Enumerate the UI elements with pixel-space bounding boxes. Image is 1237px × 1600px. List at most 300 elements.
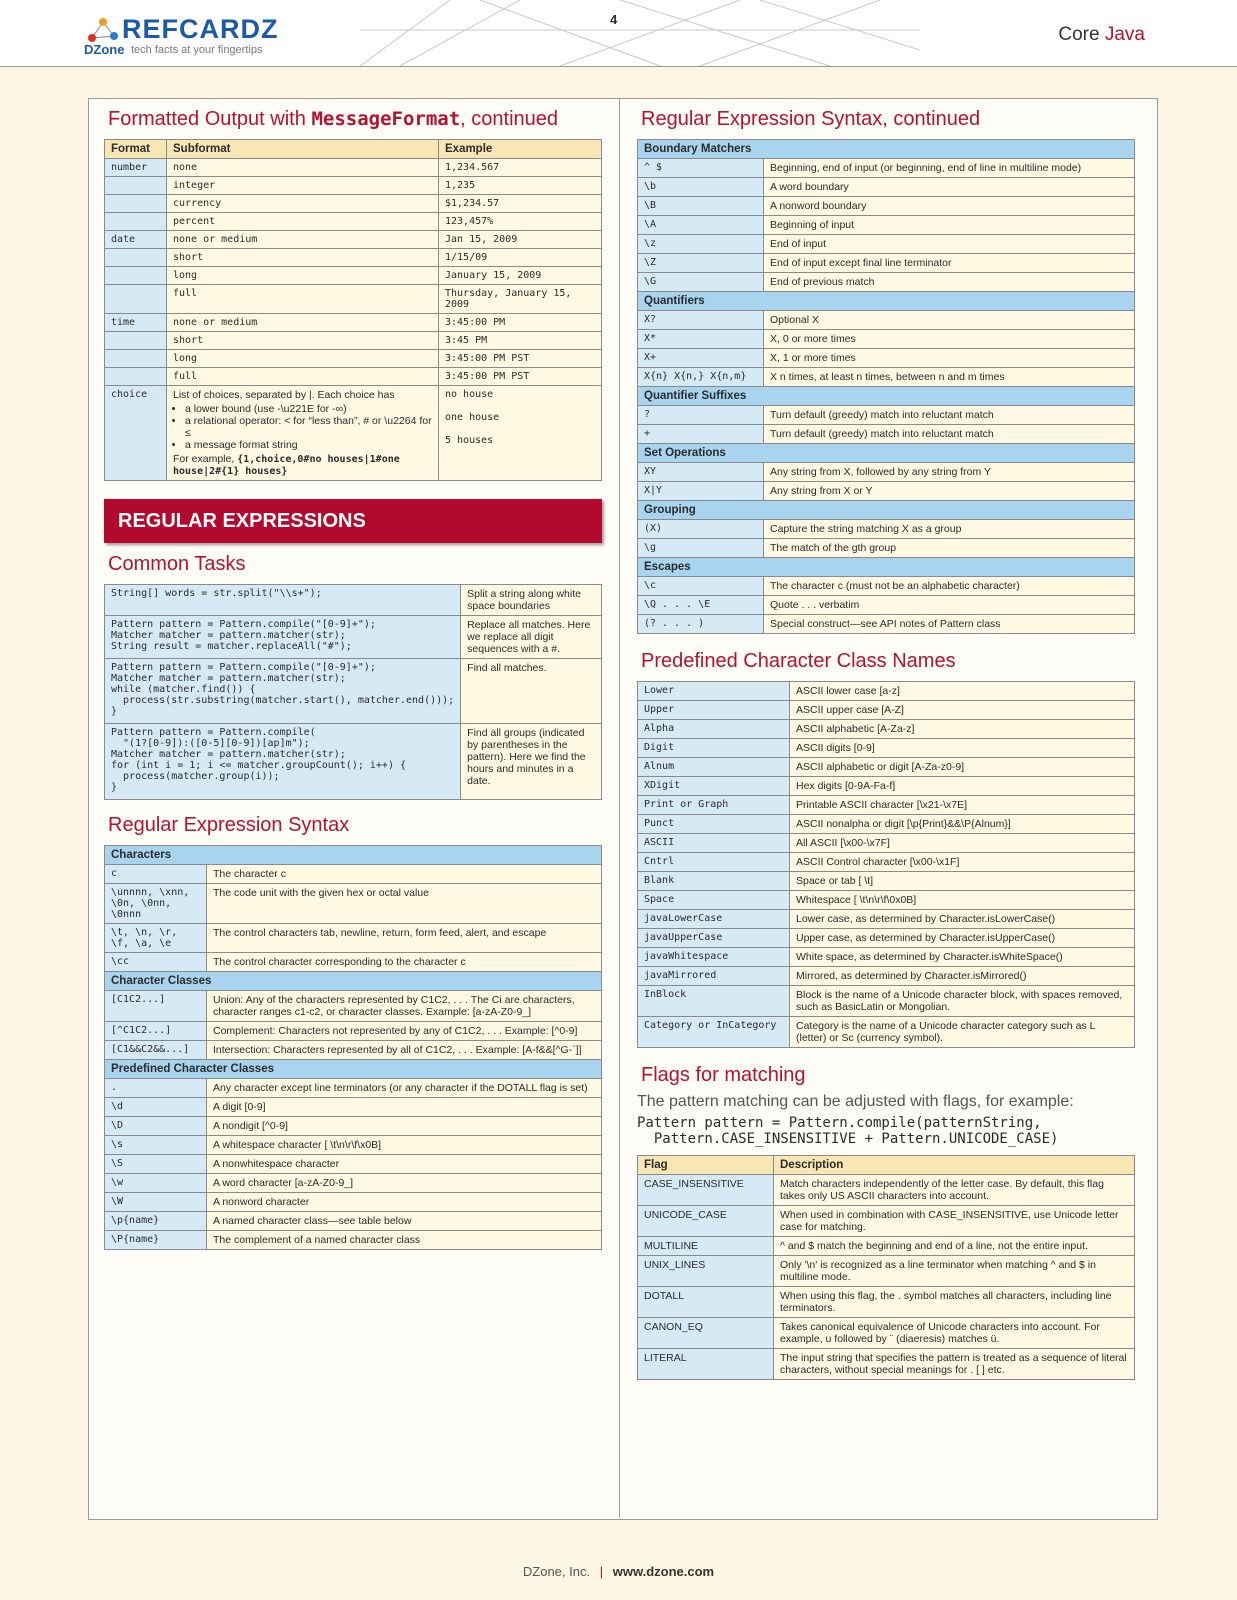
table-row [105,953,602,972]
syntax-cell: . [105,1079,207,1098]
table-row [638,739,1135,758]
choice-intro: List of choices, separated by |. Each choice has [173,389,395,401]
flags-intro: The pattern matching can be adjusted with flags, for example: [637,1093,1074,1110]
footer-company: DZone, Inc. [522,1564,591,1579]
table-row [105,1117,602,1136]
predef-heading: Predefined Character Class Names [641,650,956,672]
meaning-cell: Optional X [764,311,1135,330]
class-name-cell: Digit [638,739,790,758]
class-name-cell: Cntrl [638,853,790,872]
logo-tagline: tech facts at your fingertips [131,44,263,56]
table-row [105,1022,602,1041]
syntax-cell: c [105,865,207,884]
choice-example-code: {1,choice,0#no houses|1#one house|2#{1} houses} [173,454,400,477]
table-row [638,368,1135,387]
flag-name-cell: CASE_INSENSITIVE [638,1175,774,1206]
example-cell: 1,235 [439,177,602,195]
table-row [638,349,1135,368]
table-row [105,368,602,386]
subformat-cell: none or medium [167,314,439,332]
right-column [637,108,1135,1380]
class-name-cell: javaUpperCase [638,929,790,948]
column-header: Example [439,140,602,159]
format-cell: choice [105,386,167,481]
meaning-cell: The control characters tab, newline, return, form feed, alert, and escape [207,924,602,953]
syntax-cell: \z [638,235,764,254]
format-cell [105,249,167,267]
table-row [105,1193,602,1212]
meaning-cell: Intersection: Characters represented by all of C1C2, . . . Example: [A-f&&[^G-`]] [207,1041,602,1060]
group-header-row [105,846,602,865]
table-row [638,159,1135,178]
flags-heading: Flags for matching [641,1064,806,1086]
syntax-cell: XY [638,463,764,482]
regex-syntax-table [104,845,602,1250]
header-decoration [360,0,920,66]
meaning-cell: A nonwhitespace character [207,1155,602,1174]
table-row [638,197,1135,216]
meaning-cell: Complement: Characters not represented by any of C1C2, . . . Example: [^0-9] [207,1022,602,1041]
card-title-core: Core [1058,24,1100,45]
table-row [638,425,1135,444]
syntax-cell: (X) [638,520,764,539]
syntax-cell: \p{name} [105,1212,207,1231]
format-cell: number [105,159,167,177]
group-title: Quantifiers [638,292,1135,311]
syntax-cell: \t, \n, \r, \f, \a, \e [105,924,207,953]
choice-description [167,386,439,481]
group-title: Characters [105,846,602,865]
group-header-row [638,558,1135,577]
table-row [638,520,1135,539]
example-cell: 3:45:00 PM [439,314,602,332]
format-cell [105,332,167,350]
example-cell: 3:45:00 PM PST [439,350,602,368]
regex-cont-table [637,139,1135,634]
table-row [105,231,602,249]
class-desc-cell: Printable ASCII character [\x21-\x7E] [790,796,1135,815]
table-row [638,1017,1135,1048]
table-row [638,872,1135,891]
meaning-cell: Any string from X or Y [764,482,1135,501]
class-name-cell: javaLowerCase [638,910,790,929]
table-row [638,891,1135,910]
group-header-row [638,444,1135,463]
example-cell [439,386,602,481]
syntax-cell: \B [638,197,764,216]
table-row [638,216,1135,235]
flag-name-cell: DOTALL [638,1287,774,1318]
card-title [1058,24,1145,46]
table-row [638,273,1135,292]
logo-text: REFCARDZ [122,14,279,44]
group-title: Boundary Matchers [638,140,1135,159]
syntax-cell: \S [105,1155,207,1174]
table-row [105,332,602,350]
table-header-row [638,1156,1135,1175]
column-divider [619,98,620,1518]
example-cell: Thursday, January 15, 2009 [439,285,602,314]
table-row [638,463,1135,482]
syntax-cell: ^ $ [638,159,764,178]
choice-example-value: no house [445,389,494,400]
class-desc-cell: ASCII alphabetic [A-Za-z] [790,720,1135,739]
table-row [105,1041,602,1060]
meaning-cell: Special construct—see API notes of Pattern class [764,615,1135,634]
group-title: Set Operations [638,444,1135,463]
table-row [638,330,1135,349]
group-header-row [105,972,602,991]
meaning-cell: A nonword boundary [764,197,1135,216]
syntax-cell: \d [105,1098,207,1117]
subformat-cell: full [167,285,439,314]
syntax-cell: \A [638,216,764,235]
syntax-cell: X* [638,330,764,349]
logo-dzone: DZone [84,42,125,57]
table-row [105,1079,602,1098]
flag-desc-cell: When using this flag, the . symbol matches all characters, including line terminators. [774,1287,1135,1318]
meaning-cell: End of input except final line terminator [764,254,1135,273]
task-desc-cell: Find all matches. [461,659,602,724]
class-desc-cell: ASCII nonalpha or digit [\p{Print}&&\P{Alnum}] [790,815,1135,834]
table-row [105,314,602,332]
choice-example-value: 5 houses [445,435,494,446]
meaning-cell: A named character class—see table below [207,1212,602,1231]
syntax-cell: \P{name} [105,1231,207,1250]
task-code-cell [105,616,461,659]
regex-syntax-heading: Regular Expression Syntax [108,814,350,836]
table-row [105,865,602,884]
class-name-cell: InBlock [638,986,790,1017]
predef-table [637,681,1135,1048]
meaning-cell: Beginning of input [764,216,1135,235]
syntax-cell: \g [638,539,764,558]
class-name-cell: javaMirrored [638,967,790,986]
task-code-cell [105,724,461,800]
format-cell: date [105,231,167,249]
table-row [638,1318,1135,1349]
page-number: 4 [610,12,618,27]
class-name-cell: javaWhitespace [638,948,790,967]
syntax-cell: X? [638,311,764,330]
meaning-cell: X n times, at least n times, between n and m times [764,368,1135,387]
meaning-cell: Quote . . . verbatim [764,596,1135,615]
syntax-cell: \W [105,1193,207,1212]
task-code: String[] words = str.split("\\s+"); [111,588,322,599]
table-row [105,1174,602,1193]
table-row [105,585,602,616]
meaning-cell: Capture the string matching X as a group [764,520,1135,539]
meaning-cell: A word character [a-zA-Z0-9_] [207,1174,602,1193]
class-name-cell: Alpha [638,720,790,739]
class-name-cell: Blank [638,872,790,891]
flag-desc-cell: Only '\n' is recognized as a line terminator when matching ^ and $ in multiline mode. [774,1256,1135,1287]
syntax-cell: \unnnn, \xnn, \0n, \0nn, \0nnn [105,884,207,924]
class-desc-cell: ASCII upper case [A-Z] [790,701,1135,720]
syntax-cell: \Z [638,254,764,273]
syntax-cell: \s [105,1136,207,1155]
flag-desc-cell: When used in combination with CASE_INSENSITIVE, use Unicode letter case for matching. [774,1206,1135,1237]
flag-name-cell: CANON_EQ [638,1318,774,1349]
choice-example [173,453,432,477]
column-header: Subformat [167,140,439,159]
example-cell: 123,457% [439,213,602,231]
flag-name-cell: MULTILINE [638,1237,774,1256]
class-desc-cell: ASCII Control character [\x00-\x1F] [790,853,1135,872]
syntax-cell: \b [638,178,764,197]
meaning-cell: Turn default (greedy) match into reluctant match [764,425,1135,444]
table-row [638,1349,1135,1380]
syntax-cell: X|Y [638,482,764,501]
meaning-cell: A nondigit [^0-9] [207,1117,602,1136]
footer-url[interactable]: www.dzone.com [612,1564,715,1579]
page-footer [0,1564,1237,1579]
group-title: Grouping [638,501,1135,520]
flags-table [637,1155,1135,1380]
syntax-cell: \Q . . . \E [638,596,764,615]
table-row [105,267,602,285]
table-row [105,195,602,213]
meaning-cell: A digit [0-9] [207,1098,602,1117]
syntax-cell: ? [638,406,764,425]
table-row [105,991,602,1022]
table-row [105,1212,602,1231]
syntax-cell: \cc [105,953,207,972]
class-name-cell: Print or Graph [638,796,790,815]
class-desc-cell: White space, as determined by Character.isWhiteSpace() [790,948,1135,967]
example-cell: 1,234.567 [439,159,602,177]
table-row [638,406,1135,425]
meaning-cell: Turn default (greedy) match into reluctant match [764,406,1135,425]
syntax-cell: [C1&&C2&&...] [105,1041,207,1060]
left-column [104,108,602,1250]
msgformat-heading-code: MessageFormat [311,108,461,130]
format-cell [105,195,167,213]
list-item: • a message format string [185,439,432,451]
format-cell [105,267,167,285]
example-cell: 3:45 PM [439,332,602,350]
regex-cont-heading: Regular Expression Syntax, continued [641,108,981,130]
meaning-cell: Any string from X, followed by any string from Y [764,463,1135,482]
flag-name-cell: UNICODE_CASE [638,1206,774,1237]
class-desc-cell: Upper case, as determined by Character.isUpperCase() [790,929,1135,948]
flag-desc-cell: Takes canonical equivalence of Unicode characters into account. For example, u followed by ¨ (diaeresis) matches ü. [774,1318,1135,1349]
table-row [638,701,1135,720]
table-row [638,1175,1135,1206]
syntax-cell: \c [638,577,764,596]
format-cell: time [105,314,167,332]
group-header-row [638,501,1135,520]
syntax-cell: (? . . . ) [638,615,764,634]
meaning-cell: Union: Any of the characters represented by C1C2, . . . The Ci are characters, character ranges c1-c2, or character classes. Example: [a-zA-Z0-9_] [207,991,602,1022]
list-item: • a lower bound (use -\u221E for -∞) [185,403,432,415]
meaning-cell: The complement of a named character class [207,1231,602,1250]
table-row [638,1287,1135,1318]
table-row [638,910,1135,929]
table-row [638,986,1135,1017]
table-row [638,539,1135,558]
class-desc-cell: Block is the name of a Unicode character block, with spaces removed, such as BasicLatin or Mongolian. [790,986,1135,1017]
example-cell: 3:45:00 PM PST [439,368,602,386]
choice-example-value: one house [445,412,500,423]
msgformat-table [104,139,602,481]
page-header [0,0,1237,67]
group-header-row [638,387,1135,406]
class-desc-cell: Hex digits [0-9A-Fa-f] [790,777,1135,796]
table-header-row [105,140,602,159]
table-row [638,758,1135,777]
table-row [638,178,1135,197]
flag-desc-cell: Match characters independently of the letter case. By default, this flag takes only US ASCII characters into account. [774,1175,1135,1206]
group-header-row [105,1060,602,1079]
table-row [638,254,1135,273]
table-row [638,967,1135,986]
table-row [105,213,602,231]
subformat-cell: integer [167,177,439,195]
class-desc-cell: All ASCII [\x00-\x7F] [790,834,1135,853]
msgformat-heading-pre: Formatted Output with [108,108,306,130]
table-row [638,311,1135,330]
subformat-cell: short [167,249,439,267]
table-row [105,1098,602,1117]
table-row [638,1237,1135,1256]
class-name-cell: ASCII [638,834,790,853]
task-code: Pattern pattern = Pattern.compile( "(1?[0-9]):([0-5][0-9])[ap]m"); Matcher matcher = pattern.matcher(str); for (int i = 1; i <= matcher.groupCount(); i++) { process(matcher.group(i)); } [111,727,407,793]
card-title-java: Java [1104,24,1145,45]
example-cell: 1/15/09 [439,249,602,267]
table-row [105,659,602,724]
table-row [105,1155,602,1174]
subformat-cell: long [167,350,439,368]
table-row [638,615,1135,634]
class-name-cell: Punct [638,815,790,834]
subformat-cell: full [167,368,439,386]
table-row [105,1136,602,1155]
group-header-row [638,140,1135,159]
table-row [638,853,1135,872]
list-item: • a relational operator: < for “less than”, # or \u2264 for ≤ [185,415,432,439]
flag-desc-cell: ^ and $ match the beginning and end of a line, not the entire input. [774,1237,1135,1256]
class-name-cell: Upper [638,701,790,720]
column-header: Description [774,1156,1135,1175]
meaning-cell: Any character except line terminators (or any character if the DOTALL flag is set) [207,1079,602,1098]
meaning-cell: End of previous match [764,273,1135,292]
flag-name-cell: UNIX_LINES [638,1256,774,1287]
subformat-cell: long [167,267,439,285]
table-row [638,1206,1135,1237]
class-desc-cell: ASCII digits [0-9] [790,739,1135,758]
table-row [105,177,602,195]
meaning-cell: The control character corresponding to the character c [207,953,602,972]
table-row [638,1256,1135,1287]
flags-code-example: Pattern pattern = Pattern.compile(patternString, Pattern.CASE_INSENSITIVE + Pattern.UNICODE_CASE) [637,1115,1059,1147]
logo-icon [86,16,120,44]
msgformat-heading [108,108,602,131]
section-banner: REGULAR EXPRESSIONS [104,499,602,543]
meaning-cell: A word boundary [764,178,1135,197]
choice-example-label: For example, [173,453,235,465]
meaning-cell: The character c (must not be an alphabetic character) [764,577,1135,596]
class-name-cell: XDigit [638,777,790,796]
table-row [638,777,1135,796]
table-row [638,948,1135,967]
syntax-cell: X+ [638,349,764,368]
common-tasks-table [104,584,602,800]
format-cell [105,368,167,386]
format-cell [105,213,167,231]
flag-name-cell: LITERAL [638,1349,774,1380]
table-row [105,924,602,953]
meaning-cell: X, 0 or more times [764,330,1135,349]
syntax-cell: [^C1C2...] [105,1022,207,1041]
meaning-cell: End of input [764,235,1135,254]
table-row [105,1231,602,1250]
class-desc-cell: Whitespace [ \t\n\r\f\0x0B] [790,891,1135,910]
column-header: Format [105,140,167,159]
table-row [638,682,1135,701]
format-cell [105,177,167,195]
class-desc-cell: Category is the name of a Unicode character category such as L (letter) or Sc (currency symbol). [790,1017,1135,1048]
common-tasks-heading: Common Tasks [108,553,246,575]
meaning-cell: Beginning, end of input (or beginning, end of line in multiline mode) [764,159,1135,178]
meaning-cell: The code unit with the given hex or octal value [207,884,602,924]
meaning-cell: The match of the gth group [764,539,1135,558]
class-name-cell: Space [638,891,790,910]
syntax-cell: + [638,425,764,444]
table-row [638,796,1135,815]
format-cell [105,350,167,368]
task-code-cell [105,659,461,724]
table-row [105,616,602,659]
task-code: Pattern pattern = Pattern.compile("[0-9]+"); Matcher matcher = pattern.matcher(str); while (matcher.find()) { process(str.substring(matcher.start(), matcher.end())); } [111,662,455,717]
table-row [638,929,1135,948]
class-desc-cell: Mirrored, as determined by Character.isMirrored() [790,967,1135,986]
meaning-cell: X, 1 or more times [764,349,1135,368]
subformat-cell: short [167,332,439,350]
format-cell [105,285,167,314]
subformat-cell: percent [167,213,439,231]
flag-desc-cell: The input string that specifies the pattern is treated as a sequence of literal characters, without special meanings for . [ ] etc. [774,1349,1135,1380]
group-header-row [638,292,1135,311]
table-row [105,350,602,368]
group-title: Character Classes [105,972,602,991]
class-desc-cell: ASCII lower case [a-z] [790,682,1135,701]
table-row [638,596,1135,615]
table-row [105,285,602,314]
syntax-cell: \w [105,1174,207,1193]
class-desc-cell: ASCII alphabetic or digit [A-Za-z0-9] [790,758,1135,777]
table-row [105,386,602,481]
class-desc-cell: Lower case, as determined by Character.isLowerCase() [790,910,1135,929]
table-row [105,884,602,924]
task-desc-cell: Find all groups (indicated by parentheses in the pattern). Here we find the hours and minutes in a date. [461,724,602,800]
example-cell: Jan 15, 2009 [439,231,602,249]
group-title: Predefined Character Classes [105,1060,602,1079]
task-code-cell [105,585,461,616]
group-title: Quantifier Suffixes [638,387,1135,406]
meaning-cell: A whitespace character [ \t\n\r\f\x0B] [207,1136,602,1155]
class-name-cell: Alnum [638,758,790,777]
table-row [638,834,1135,853]
msgformat-heading-post: , continued [460,108,559,130]
class-desc-cell: Space or tab [ \t] [790,872,1135,891]
class-name-cell: Category or InCategory [638,1017,790,1048]
choice-bullets [185,403,432,451]
table-row [105,724,602,800]
subformat-cell: currency [167,195,439,213]
table-row [105,159,602,177]
syntax-cell: [C1C2...] [105,991,207,1022]
